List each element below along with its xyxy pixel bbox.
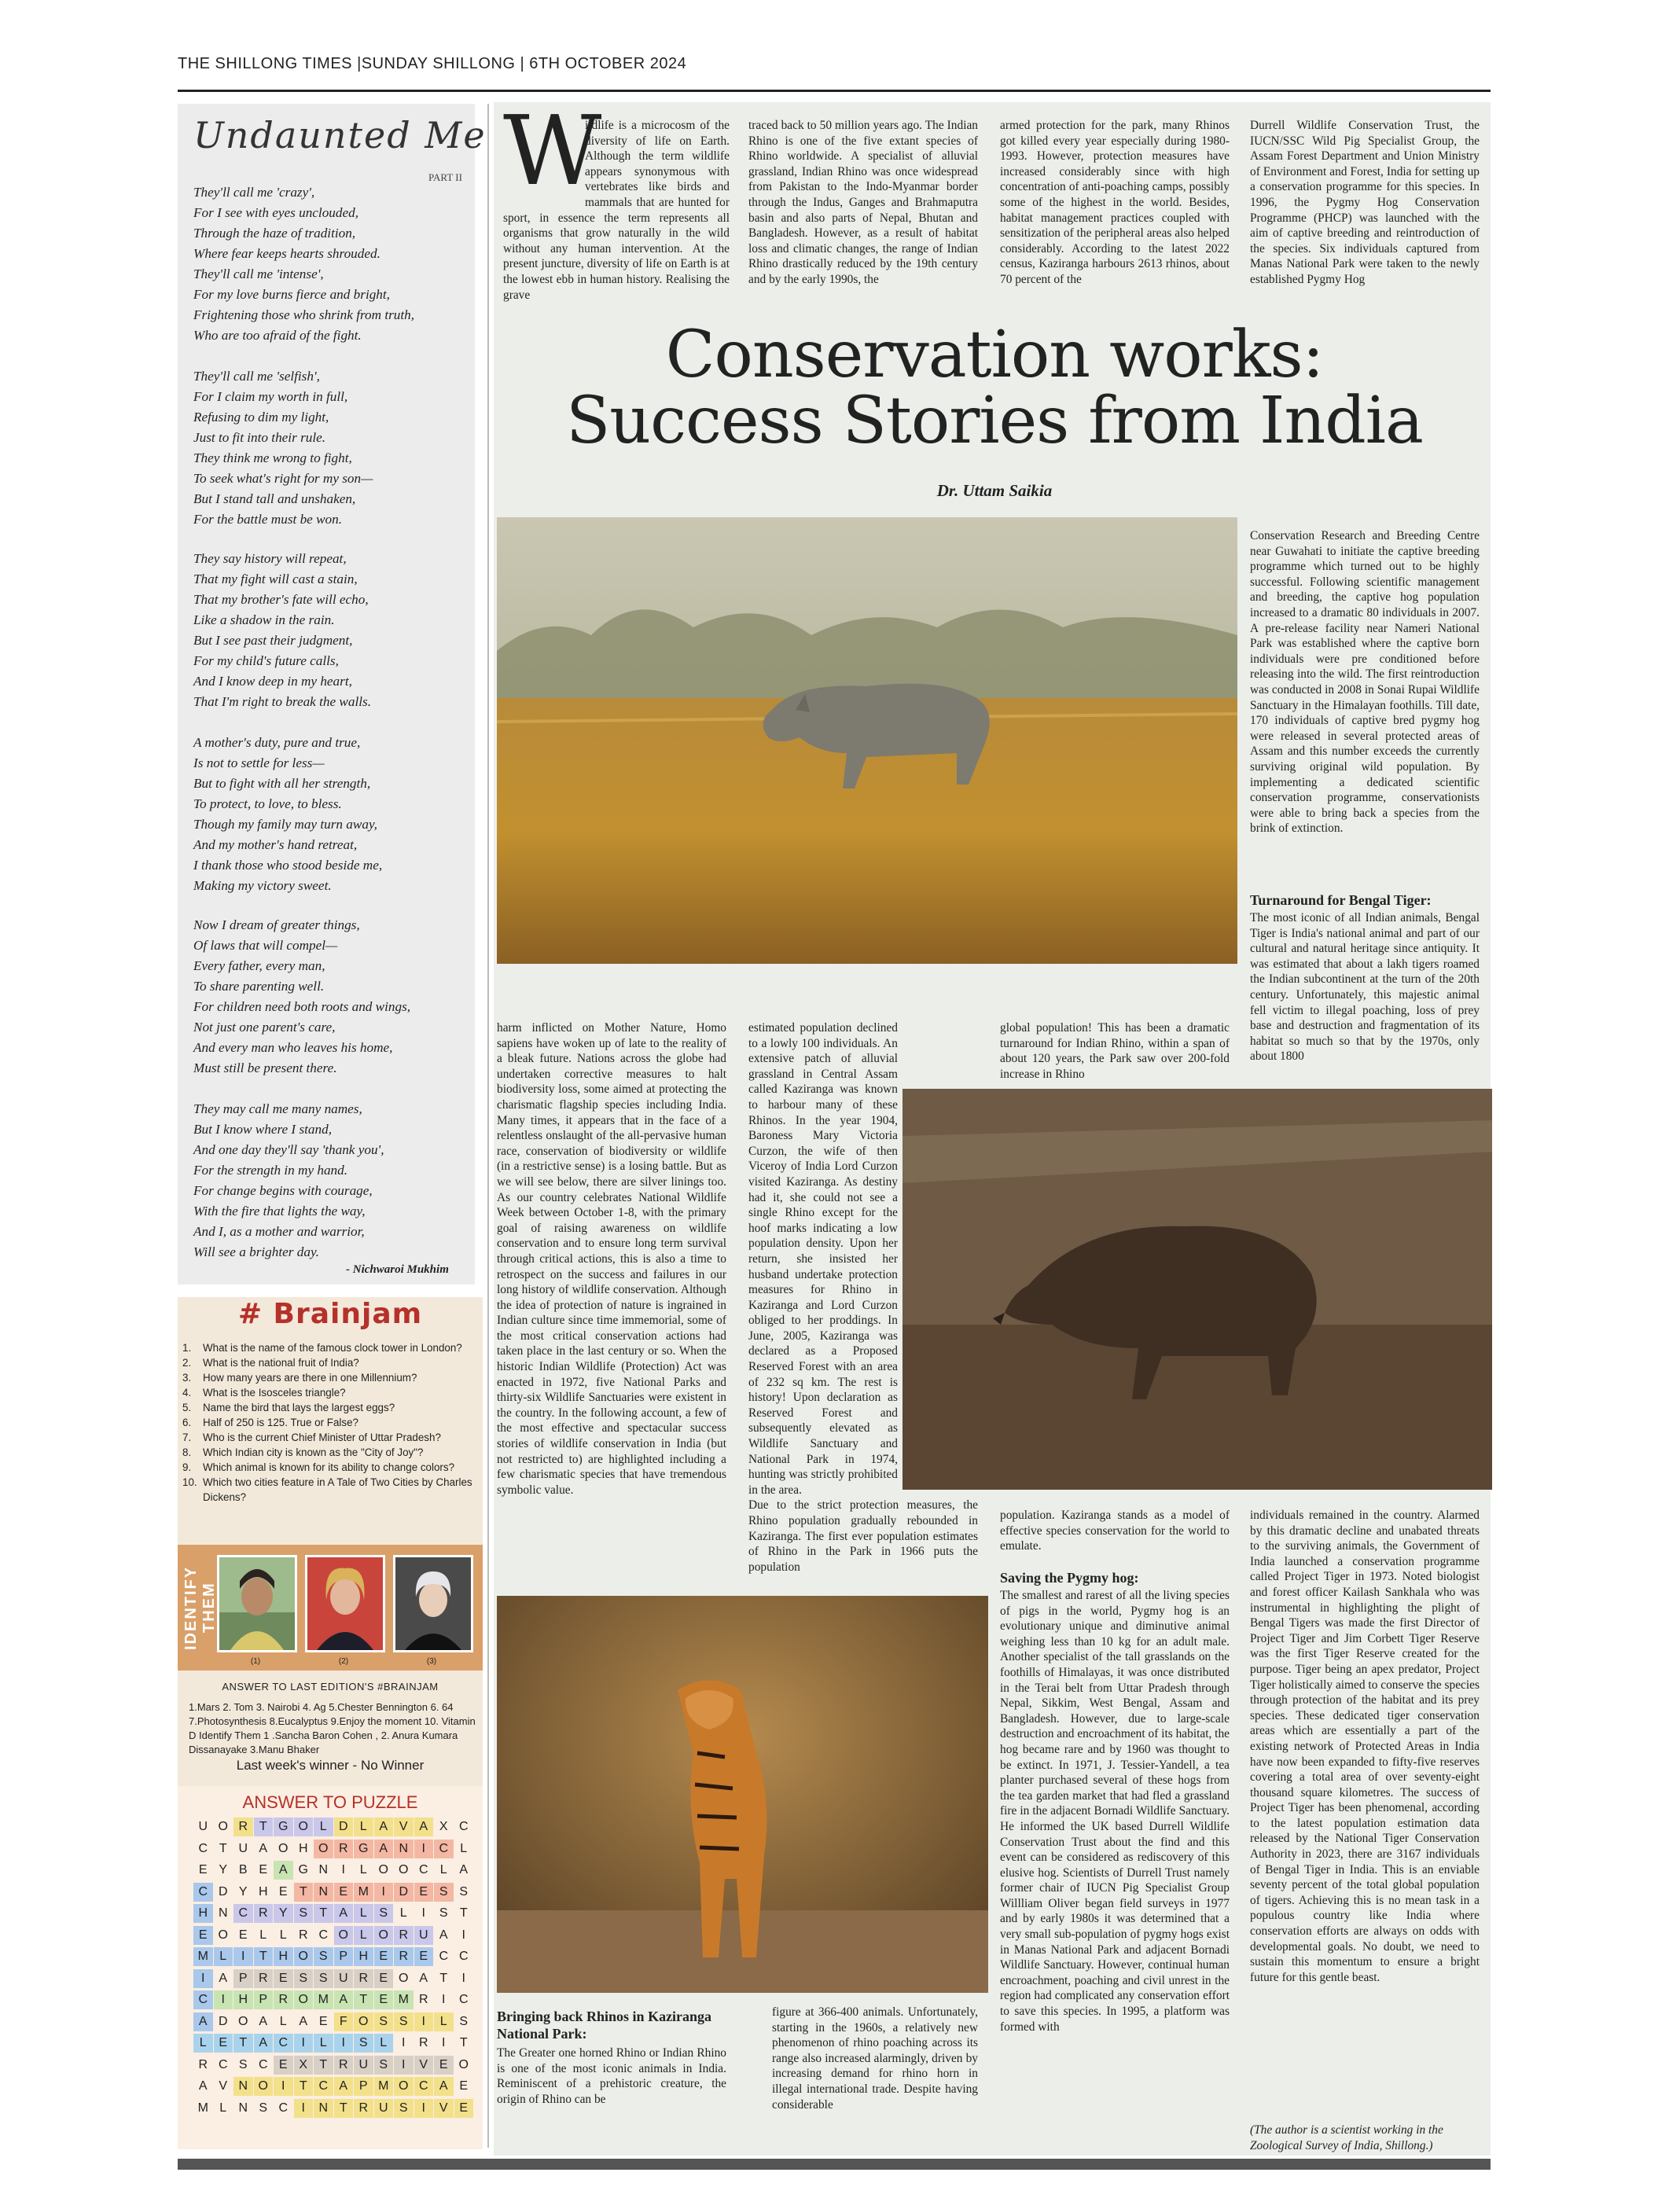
puzzle-cell: N	[394, 1840, 414, 1858]
puzzle-cell: F	[334, 2012, 354, 2031]
puzzle-row	[193, 1861, 474, 1883]
puzzle-cell: I	[442, 1993, 446, 2006]
puzzle-cell: S	[314, 1947, 333, 1966]
kaziranga-model-column: population. Kaziranga stands as a model of effective species conservation for the world to emulate.	[1000, 1509, 1230, 1553]
puzzle-cell: I	[402, 2036, 406, 2049]
portrait-photo-2	[305, 1555, 385, 1652]
puzzle-cell: L	[214, 1947, 233, 1966]
puzzle-cell: T	[294, 1883, 314, 1902]
puzzle-cell: U	[198, 1820, 208, 1833]
puzzle-cell: A	[374, 1818, 394, 1836]
puzzle-cell: G	[274, 1818, 293, 1836]
puzzle-cell: L	[279, 1928, 287, 1942]
puzzle-cell: S	[394, 2012, 414, 2031]
puzzle-cell: C	[458, 1950, 469, 1963]
puzzle-cell: S	[374, 2056, 394, 2075]
drop-cap: W	[503, 95, 602, 207]
puzzle-cell: E	[374, 1969, 394, 1988]
puzzle-cell: L	[460, 1841, 468, 1855]
puzzle-cell: S	[439, 1906, 448, 1920]
pygmy-column: The smallest and rarest of all the living species of pigs in the world, Pygmy hog is an evolutionary unique and diminutive animal weighing less than 10 kg for an adult male. Another specialist of the tall grasslands on the foothills of Himalayas, it was once distributed in the Terai belt from Uttar Pradesh through Nepal, Sikkim, West Bengal, Assam and Bangladesh. However, due to large-scale destruction and encroachment of its habitat, the hog became rare and by 1960 was thought to be extinct. In 1971, J. Tessier-Yandell, a tea planter purchased several of these hogs from the tea garden market that had fled a grassland fire in the adjacent Bornadi Wildlife Sanctuary. He informed the UK based Durrell Wildlife Conservation Trust about the find and this event can be considered as rediscovery of this elusive hog. Scientists of Durrell Trust namely former chair of IUCN Pig Specialist Group Willliam Oliver began field surveys in 1977 and by early 1980s it was determined that a very small sub-population of pygmy hogs exist in Manas National Park and adjacent Bornadi Wildlife Sanctuary. However, continual human encroachment, poaching and civil unrest in the region had complicated any conservation effort to save this species. In 1995, a platform was formed with	[1000, 1589, 1230, 2034]
identify-them-label: IDENTIFY THEM	[182, 1565, 218, 1650]
puzzle-cell: I	[341, 1863, 345, 1876]
brainjam-title: # Brainjam	[237, 1298, 423, 1330]
puzzle-cell: X	[439, 1820, 448, 1833]
puzzle-cell: O	[238, 2014, 248, 2028]
byline: Dr. Uttam Saikia	[936, 481, 1053, 500]
portrait-caption: (1)	[250, 1657, 261, 1666]
puzzle-cell: L	[193, 2034, 213, 2053]
puzzle-cell: I	[214, 1990, 233, 2009]
puzzle-cell: R	[418, 2036, 428, 2049]
puzzle-cell: O	[458, 2057, 469, 2071]
puzzle-row	[193, 1818, 474, 1840]
puzzle-cell: T	[439, 1971, 448, 1985]
puzzle-cell: A	[459, 1863, 469, 1876]
puzzle-cell: C	[414, 2077, 434, 2096]
answers-heading: ANSWER TO LAST EDITION'S #BRAINJAM	[222, 1681, 439, 1693]
puzzle-cell: L	[279, 2014, 287, 2028]
puzzle-cell: M	[354, 1883, 373, 1902]
puzzle-cell: H	[274, 1947, 293, 1966]
puzzle-cell: I	[334, 2034, 354, 2053]
puzzle-cell: C	[278, 2101, 289, 2115]
puzzle-cell: S	[238, 2057, 248, 2071]
puzzle-cell: T	[294, 2077, 314, 2096]
puzzle-cell: I	[394, 2056, 414, 2075]
puzzle-cell: U	[374, 2099, 394, 2118]
puzzle-cell: O	[218, 1928, 228, 1942]
puzzle-cell: C	[418, 1863, 428, 1876]
puzzle-cell: E	[374, 1990, 394, 2009]
puzzle-cell: N	[233, 2077, 253, 2096]
poem-stanza: They'll call me 'selfish', For I claim my worth in full, Refusing to dim my light, Just to fit into their rule. They think me wrong to fight, To seek what's right for my son— But I stand tall and unshaken, For the battle must be won.	[193, 369, 373, 527]
puzzle-cell: R	[418, 1993, 428, 2006]
puzzle-cell: R	[198, 2057, 208, 2071]
portrait-caption: (2)	[338, 1657, 349, 1666]
puzzle-cell: L	[399, 1906, 407, 1920]
puzzle-cell: R	[394, 1926, 414, 1945]
puzzle-cell: O	[218, 1820, 228, 1833]
puzzle-cell: I	[461, 1971, 465, 1985]
intro-column-3: armed protection for the park, many Rhinos got killed every year especially during 1980-1993. However, protection measures have increased considerably since with high concentration of anti-poaching camps, possibly some of the highest in the world. Besides, habitat management practices coupled with sensitization of the peripheral areas also helped considerably. According to the latest 2022 census, Kaziranga harbours 2613 rhinos, about 70 percent of the	[1000, 119, 1230, 286]
puzzle-cell: R	[334, 2056, 354, 2075]
puzzle-cell: V	[434, 2099, 454, 2118]
puzzle-cell: C	[198, 1841, 208, 1855]
puzzle-cell: S	[314, 1969, 333, 1988]
puzzle-cell: Y	[274, 1904, 293, 1923]
mid-column-1: harm inflicted on Mother Nature, Homo sapiens have woken up of late to the reality of a bleak future. Nations across the globe had undertaken corrective measures to halt biodiversity loss, some aimed at protecting the charismatic flagship species including India. Many times, it appears that in the face of a relentless onslaught of the all-pervasive human race, conservation of biodiversity or wildlife (in a restrictive sense) is a losing battle. But as we will see below, there are silver linings too. As our country celebrates National Wildlife Week between October 1-8, with the primary goal of raising awareness on wildlife conservation and to ensure long term survival through critical actions, this is also a time to retrospect on the success and failures in our long history of wildlife conservation. Although the idea of protection of nature is ingrained in Indian culture since time immemorial, some of the most critical conservation actions had taken place in the last century or so. When the historic Indian Wildlife (Protection) Act was enacted in 1972, five National Parks and thirty-six Wildlife Sanctuaries were existent in the country. In the following account, a few of the most effective and spectacular success stories of wildlife conservation in India (but not restricted to) are highlighted including a few charismatic species that have tremendous symbolic value.	[497, 1021, 726, 1497]
puzzle-cell: P	[254, 1990, 274, 2009]
puzzle-cell: E	[198, 1863, 208, 1876]
puzzle-cell: A	[259, 1841, 268, 1855]
puzzle-cell: C	[233, 1904, 253, 1923]
puzzle-cell: Y	[238, 1884, 248, 1898]
tiger-column: individuals remained in the country. Alarmed by this dramatic decline and unabated threats to the surviving animals, the Government of India launched a conservation programme called Project Tiger in 1973. Noted biologist and forest officer Kailash Sankhala who was instrumental in highlighting the plight of Bengal Tigers was made the first Director of Project Tiger and Jim Corbett Tiger Reserve was the first Tiger Reserve created for the purpose. Tiger being an apex predator, Project Tiger holistically aimed to conserve the species through protection of the habitat and its prey species. These dedicated tiger conservation areas which are essentially a part of the existing network of Protected Areas in India have now been expanded to fifty-five reserves covering a total area of over seventy-eight thousand square kilometres. The success of Project Tiger has been phenomenal, according to the latest population estimation data released by the National Tiger Conservation Authority in 2023, there are 3167 individuals of Bengal Tiger in India. This is an enviable seventy percent of the total global population of tigers. Achieving this is no mean task in a populous country like India where conservation efforts are always on odds with developmental goals. No doubt, we need to sustain this momentum to ensure a bright future for this gentle beast.	[1250, 1509, 1480, 1984]
puzzle-cell: T	[314, 2056, 333, 2075]
puzzle-cell: A	[434, 2077, 454, 2096]
puzzle-cell: E	[334, 1883, 354, 1902]
puzzle-cell: L	[374, 2034, 394, 2053]
puzzle-cell: L	[354, 1904, 373, 1923]
puzzle-cell: C	[318, 1928, 329, 1942]
puzzle-cell: M	[197, 2101, 208, 2115]
puzzle-cell: O	[314, 1840, 333, 1858]
rhino-poaching-column: figure at 366-400 animals. Unfortunately, starting in the 1960s, a relatively new phenomenon of rhino poaching across its range also increased alarmingly, driven by increasing demand for rhino horn in illegal international trade. Despite having considerable	[772, 2005, 978, 2112]
question-item: 3. How many years are there in one Millennium?	[182, 1372, 417, 1384]
puzzle-cell: S	[294, 1904, 314, 1923]
puzzle-cell: A	[254, 2034, 274, 2053]
puzzle-cell: R	[254, 1969, 274, 1988]
puzzle-cell: O	[399, 1863, 409, 1876]
last-week-winner: Last week's winner - No Winner	[236, 1758, 425, 1773]
puzzle-cell: A	[334, 2077, 354, 2096]
puzzle-cell: E	[414, 1947, 434, 1966]
puzzle-row	[193, 1840, 474, 1862]
tiger-intro-column: The most iconic of all Indian animals, Bengal Tiger is India's national animal and part of our cultural and natural heritage since antiquity. It was estimated that about a lakh tigers roamed the Indian subcontinent at the turn of the 20th century. Unfortunately, this majestic animal fell victim to illegal poaching, loss of prey base and destruction and fragmentation of its habitat so much so that by the 1970s, only about 1800	[1250, 911, 1480, 1064]
intro-column-2: traced back to 50 million years ago. The Indian Rhino is one of the five extant species of Rhino worldwide. A specialist of alluvial grassland, Indian Rhino was once widespread from Pakistan to the Indo-Myanmar border through the Indus, Ganges and Brahmaputra basin and also parts of Nepal, Bhutan and Bangladesh. However, as a result of habitat loss and climatic changes, the range of Indian Rhino drastically reduced by the 19th century and by the early 1990s, the	[748, 119, 978, 286]
puzzle-cell: U	[334, 1969, 354, 1988]
puzzle-cell: E	[434, 2056, 454, 2075]
puzzle-cell: R	[254, 1904, 274, 1923]
tiger-heading: Turnaround for Bengal Tiger:	[1250, 892, 1432, 908]
puzzle-cell: L	[439, 1863, 447, 1876]
puzzle-cell: I	[414, 2099, 434, 2118]
puzzle-cell: S	[374, 2012, 394, 2031]
puzzle-cell: A	[299, 2014, 308, 2028]
puzzle-cell: E	[459, 2079, 469, 2093]
puzzle-cell: L	[219, 2101, 227, 2115]
puzzle-cell: E	[214, 2034, 233, 2053]
rhino-heading: Bringing back Rhinos in Kaziranga National Park:	[497, 2009, 712, 2042]
puzzle-row	[193, 1904, 474, 1926]
puzzle-cell: O	[394, 2077, 414, 2096]
question-item: 4. What is the Isosceles triangle?	[182, 1387, 346, 1399]
puzzle-cell: T	[459, 1906, 468, 1920]
puzzle-cell: M	[374, 2077, 394, 2096]
puzzle-cell: C	[193, 1883, 213, 1902]
puzzle-cell: I	[414, 2012, 434, 2031]
puzzle-cell: N	[318, 1863, 329, 1876]
puzzle-cell: O	[294, 1990, 314, 2009]
puzzle-cell: I	[294, 2034, 314, 2053]
puzzle-cell: C	[193, 1990, 213, 2009]
puzzle-cell: L	[314, 2034, 333, 2053]
puzzle-cell: I	[421, 1906, 425, 1920]
puzzle-row	[193, 2056, 474, 2078]
puzzle-cell: S	[294, 1969, 314, 1988]
puzzle-cell: O	[294, 1947, 314, 1966]
puzzle-cell: I	[442, 2036, 446, 2049]
puzzle-cell: O	[378, 1863, 388, 1876]
poem-stanza: They'll call me 'crazy', For I see with eyes unclouded, Through the haze of tradition, Where fear keeps hearts shrouded. They'll call me 'intense', For my love burns fierce and bright, Frightening those who shrink from truth, Who are too afraid of the fight.	[193, 185, 415, 343]
puzzle-cell: Y	[219, 1863, 228, 1876]
mid-column-3: global population! This has been a dramatic turnaround for Indian Rhino, within a span of about 120 years, the Park saw over 200-fold increase in Rhino	[1000, 1021, 1230, 1081]
puzzle-cell: H	[258, 1884, 268, 1898]
puzzle-cell: A	[198, 2079, 208, 2093]
puzzle-cell: N	[314, 2099, 333, 2118]
puzzle-cell: T	[254, 1947, 274, 1966]
puzzle-cell: L	[354, 1926, 373, 1945]
puzzle-cell: V	[219, 2079, 228, 2093]
puzzle-cell: R	[354, 2099, 373, 2118]
puzzle-cell: I	[294, 2099, 314, 2118]
poem-title: Undaunted Me	[193, 114, 487, 156]
puzzle-cell: P	[354, 2077, 373, 2096]
puzzle-cell: G	[354, 1840, 373, 1858]
puzzle-cell: V	[414, 2056, 434, 2075]
puzzle-cell: E	[193, 1926, 213, 1945]
puzzle-cell: D	[394, 1883, 414, 1902]
puzzle-cell: E	[278, 1884, 288, 1898]
puzzle-cell: S	[354, 2034, 373, 2053]
puzzle-cell: R	[233, 1818, 253, 1836]
puzzle-cell: C	[458, 1820, 469, 1833]
puzzle-cell: I	[233, 1947, 253, 1966]
puzzle-cell: O	[374, 1926, 394, 1945]
puzzle-cell: S	[259, 2101, 268, 2115]
pygmy-continued-column: Conservation Research and Breeding Centre near Guwahati to initiate the captive breeding programme which turned out to be highly successful. Following scientific management and breeding, the captive hog population increased to a dramatic 80 individuals in 2007. A pre-release facility near Nameri National Park was established where the captive born individuals were pre conditioned before releasing into the wild. The first reintroduction was conducted in 2008 in Sonai Rupai Wildlife Sanctuary in the Himalayan foothills. Till date, 170 individuals of captive bred pygmy hog were released in several protected areas of Assam and this number exceeds the currently surviving original wild population. By implementing a dedicated scientific conservation programme, conservationists were able to bring back a species from the brink of extinction.	[1250, 529, 1480, 836]
question-item: 6. Half of 250 is 125. True or False?	[182, 1417, 358, 1428]
puzzle-cell: U	[414, 1926, 434, 1945]
puzzle-row	[193, 2034, 474, 2056]
question-item: 1. What is the name of the famous clock tower in London?	[182, 1342, 462, 1354]
puzzle-cell: E	[454, 2099, 474, 2118]
puzzle-cell: D	[218, 1884, 228, 1898]
author-note: (The author is a scientist working in the Zoological Survey of India, Shillong.)	[1250, 2123, 1443, 2152]
portrait-photo-3	[393, 1555, 473, 1652]
puzzle-cell: A	[193, 2012, 213, 2031]
question-item: 5. Name the bird that lays the largest eggs?	[182, 1402, 395, 1413]
puzzle-cell: L	[434, 2012, 454, 2031]
puzzle-cell: A	[439, 1928, 448, 1942]
puzzle-cell: R	[334, 1840, 354, 1858]
puzzle-cell: R	[394, 1947, 414, 1966]
puzzle-cell: H	[354, 1947, 373, 1966]
pygmy-hog-photo	[902, 1089, 1492, 1490]
puzzle-cell: T	[314, 1904, 333, 1923]
puzzle-cell: C	[439, 1950, 449, 1963]
puzzle-row	[193, 1883, 474, 1905]
puzzle-cell: D	[334, 1818, 354, 1836]
puzzle-cell: P	[334, 1947, 354, 1966]
puzzle-cell: A	[334, 1904, 354, 1923]
intro-column-1: ildlife is a microcosm of the diversity of life on Earth. Although the term wildlife appears synonymous with vertebrates like birds and mammals that are hunted for sport, in essence the term represents all organisms that grow naturally in the wild without any human intervention. At the present juncture, diversity of life on Earth is at the lowest ebb in human history. Realising the grave	[503, 119, 730, 302]
puzzle-cell: E	[274, 1969, 293, 1988]
question-item: 8. Which Indian city is known as the "City of Joy"?	[182, 1446, 424, 1458]
puzzle-cell: A	[334, 1990, 354, 2009]
puzzle-row	[193, 2012, 474, 2034]
puzzle-row	[193, 1947, 474, 1969]
puzzle-cell: T	[233, 2034, 253, 2053]
puzzle-cell: T	[254, 1818, 274, 1836]
puzzle-cell: N	[218, 1906, 228, 1920]
puzzle-cell: E	[414, 1883, 434, 1902]
puzzle-row	[193, 1926, 474, 1948]
puzzle-cell: P	[233, 1969, 253, 1988]
puzzle-cell: O	[254, 2077, 274, 2096]
poem-author: - Nichwaroi Mukhim	[346, 1263, 449, 1276]
puzzle-cell: U	[354, 2056, 373, 2075]
puzzle-cell: E	[259, 1863, 268, 1876]
puzzle-cell: C	[314, 2077, 333, 2096]
puzzle-cell: A	[419, 1971, 428, 1985]
question-item: 10. Which two cities feature in A Tale of Two Cities by Charles Dickens?	[182, 1476, 472, 1503]
puzzle-cell: A	[259, 2014, 268, 2028]
rhino-column: The Greater one horned Rhino or Indian Rhino is one of the most iconic animals in India. Reminiscent of a prehistoric creature, the origin of Rhino can be	[497, 2046, 726, 2106]
puzzle-cell: C	[274, 2034, 293, 2053]
tiger-photo	[497, 1596, 988, 1993]
puzzle-cell: S	[374, 1904, 394, 1923]
puzzle-cell: C	[218, 2057, 228, 2071]
puzzle-cell: N	[314, 1883, 333, 1902]
puzzle-cell: T	[459, 2036, 468, 2049]
headline: Conservation works: Success Stories from India	[566, 318, 1423, 458]
puzzle-cell: A	[374, 1840, 394, 1858]
puzzle-cell: I	[193, 1969, 213, 1988]
masthead: THE SHILLONG TIMES |SUNDAY SHILLONG | 6TH OCTOBER 2024	[178, 55, 687, 72]
puzzle-cell: B	[238, 1863, 248, 1876]
mid-column-2: estimated population declined to a lowly 100 individuals. An extensive patch of alluvial grassland in Central Assam called Kaziranga was known to harbour many of these Rhinos. In the year 1904, Baroness Mary Victoria Curzon, the wife of then Viceroy of India Lord Curzon visited Kaziranga. As destiny had it, she could not see a single Rhino except for the hoof marks indicating a low population density. Upon her return, she insisted her husband undertake protection measures for Rhino in Kaziranga and Lord Curzon obliged to her proddings. In June, 2005, Kaziranga was declared as a Proposed Reserved Forest with an area of 232 sq km. The rest is history! Upon declaration as Reserved Forest and subsequently elevated as Wildlife Sanctuary and National Park in 1974, hunting was strictly prohibited in the area. Due to the strict protection measures, the Rhino population gradually rebounded in Kaziranga. The first ever population estimates of Rhino in the Park in 1966 puts the population	[748, 1021, 978, 1574]
puzzle-cell: H	[233, 1990, 253, 2009]
puzzle-cell: A	[274, 1861, 293, 1880]
puzzle-cell: E	[318, 2014, 328, 2028]
bottom-rule	[178, 2159, 1491, 2170]
puzzle-cell: O	[334, 1926, 354, 1945]
puzzle-cell: T	[354, 1990, 373, 2009]
poem-stanza: They say history will repeat, That my fight will cast a stain, That my brother's fate will echo, Like a shadow in the rain. But I see past their judgment, For my child's future calls, And I know deep in my heart, That I'm right to break the walls.	[193, 551, 371, 709]
puzzle-cell: I	[414, 1840, 434, 1858]
intro-column-4: Durrell Wildlife Conservation Trust, the IUCN/SSC Wild Pig Specialist Group, the Assam Forest Department and Union Ministry of Environment and Forest, India for setting up a conservation programme for this species. In 1996, the Pygmy Hog Conservation Programme (PHCP) was launched with the aim of captive breeding and reintroduction of the species. Six individuals captured from Manas National Park were taken to the newly established Pygmy Hog	[1250, 119, 1480, 286]
puzzle-cell: O	[278, 1841, 289, 1855]
puzzle-cell: D	[218, 2014, 228, 2028]
puzzle-cell: O	[399, 1971, 409, 1985]
puzzle-cell: S	[459, 2014, 469, 2028]
puzzle-cell: T	[219, 1841, 227, 1855]
puzzle-cell: M	[394, 1990, 414, 2009]
puzzle-cell: H	[298, 1841, 308, 1855]
puzzle-cell: S	[459, 1884, 469, 1898]
top-rule	[178, 90, 1491, 92]
poem-part: PART II	[428, 171, 462, 183]
puzzle-row	[193, 1969, 474, 1991]
puzzle-title: ANSWER TO PUZZLE	[242, 1792, 418, 1812]
column-divider	[487, 104, 489, 2148]
puzzle-row	[193, 2077, 474, 2099]
puzzle-cell: L	[359, 1863, 367, 1876]
question-item: 2. What is the national fruit of India?	[182, 1357, 359, 1369]
puzzle-cell: R	[354, 1969, 373, 1988]
question-item: 9. Which animal is known for its ability to change colors?	[182, 1461, 455, 1473]
puzzle-cell: H	[193, 1904, 213, 1923]
rhino-photo	[497, 517, 1237, 964]
puzzle-cell: L	[259, 1928, 267, 1942]
puzzle-cell: C	[434, 1840, 454, 1858]
puzzle-cell: O	[354, 2012, 373, 2031]
poem-stanza: Now I dream of greater things, Of laws that will compel— Every father, every man, To share parenting well. For children need both roots and wings, Not just one parent's care, And every man who leaves his home, Must still be present there.	[193, 917, 411, 1075]
puzzle-row	[193, 2099, 474, 2121]
puzzle-cell: R	[274, 1990, 293, 2009]
puzzle-cell: V	[394, 1818, 414, 1836]
puzzle-cell: E	[238, 1928, 248, 1942]
poem-stanza: They may call me many names, But I know where I stand, And one day they'll say 'thank you', For the strength in my hand. For change begins with courage, With the fire that lights the way, And I, as a mother and warrior, Will see a brighter day.	[193, 1101, 384, 1259]
puzzle-cell: T	[334, 2099, 354, 2118]
word-search-grid	[193, 1818, 474, 2120]
puzzle-row	[193, 1990, 474, 2012]
puzzle-cell: U	[238, 1841, 248, 1855]
puzzle-cell: M	[314, 1990, 333, 2009]
portrait-caption: (3)	[426, 1657, 437, 1666]
puzzle-cell: L	[354, 1818, 373, 1836]
puzzle-cell: I	[274, 2077, 293, 2096]
poem-stanza: A mother's duty, pure and true, Is not to settle for less— But to fight with all her strength, To protect, to love, to bless. Though my family may turn away, And my mother's hand retreat, I thank those who stood beside me, Making my victory sweet.	[193, 735, 383, 893]
puzzle-cell: S	[394, 2099, 414, 2118]
puzzle-cell: L	[314, 1818, 333, 1836]
pygmy-heading: Saving the Pygmy hog:	[1000, 1570, 1139, 1586]
puzzle-cell: E	[274, 2056, 293, 2075]
portrait-photo-1	[217, 1555, 297, 1652]
puzzle-cell: I	[374, 1883, 394, 1902]
puzzle-cell: M	[193, 1947, 213, 1966]
question-item: 7. Who is the current Chief Minister of Uttar Pradesh?	[182, 1432, 441, 1443]
puzzle-cell: C	[258, 2057, 268, 2071]
puzzle-cell: C	[458, 1993, 469, 2006]
puzzle-cell: E	[374, 1947, 394, 1966]
answers-text: 1.Mars 2. Tom 3. Nairobi 4. Ag 5.Chester Bennington 6. 64 7.Photosynthesis 8.Eucalyptus 9.Enjoy the moment 10. Vitamin D Identify Them 1 .Sancha Baron Cohen , 2. Anura Kumara Dissanayake 3.Manu Bhaker	[189, 1701, 476, 1755]
puzzle-cell: S	[434, 1883, 454, 1902]
puzzle-cell: G	[298, 1863, 308, 1876]
puzzle-cell: O	[294, 1818, 314, 1836]
puzzle-cell: R	[298, 1928, 308, 1942]
puzzle-cell: I	[461, 1928, 465, 1942]
puzzle-cell: X	[294, 2056, 314, 2075]
puzzle-cell: A	[219, 1971, 228, 1985]
brainjam-questions	[182, 1340, 478, 1505]
puzzle-cell: A	[414, 1818, 434, 1836]
puzzle-cell: N	[238, 2101, 248, 2115]
